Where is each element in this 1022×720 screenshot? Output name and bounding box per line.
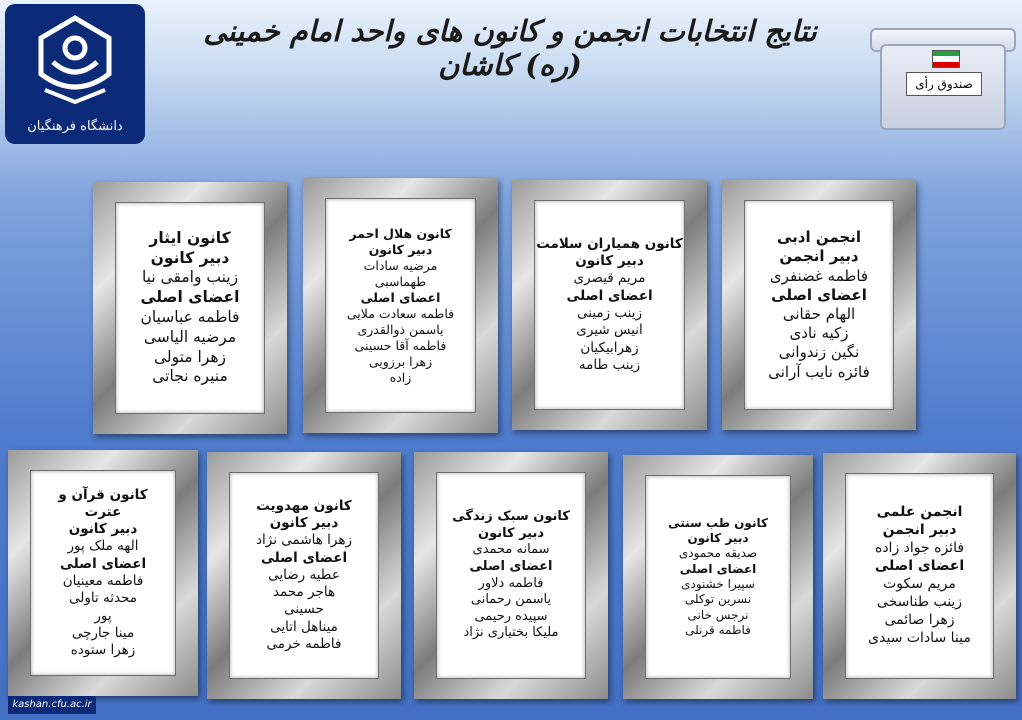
card-line: فاطمه آقا حسینی — [354, 337, 447, 353]
card-line: فاطمه سعادت ملایی — [346, 305, 455, 321]
card-line: زهرا برزویی — [368, 353, 433, 369]
card-line: نسرین توکلی — [684, 592, 752, 607]
iran-flag-icon — [932, 50, 960, 68]
card-line: الهام حقانی — [782, 305, 856, 323]
card-quran-club — [8, 450, 198, 696]
card-line: یاسمن رحمانی — [470, 592, 552, 608]
card-line: دبیر کانون — [68, 521, 138, 538]
card-line: اعضای اصلی — [566, 287, 653, 304]
card-line: زینب طناسخی — [876, 593, 963, 610]
card-line: عطیه رضایی — [268, 566, 340, 583]
card-traditional-medicine-club — [623, 455, 813, 699]
card-title: کانون همیاران سلامت — [536, 235, 683, 252]
card-line: دبیر کانون — [687, 530, 749, 545]
card-title: کانون سبک زندگی — [452, 509, 570, 524]
card-line: الهه ملک پور — [67, 538, 139, 555]
card-line: زکیه نادی — [789, 324, 849, 343]
card-line: مرضیه سادات — [363, 257, 438, 273]
card-line: مینا سادات سیدی — [868, 629, 971, 646]
card-line: دبیر انجمن — [882, 522, 957, 539]
card-line: سمانه محمدی — [472, 542, 550, 558]
card-title: کانون هلال احمر — [349, 225, 452, 241]
card-line: دبیر کانون — [368, 241, 433, 257]
card-line: فائزه نایب آرانی — [768, 362, 870, 381]
card-line: زاده — [389, 369, 412, 385]
card-line: انیس شیری — [576, 322, 643, 339]
card-line: فاطمه دلاور — [478, 575, 544, 591]
card-line: اعضای اصلی — [874, 558, 965, 575]
ballot-box-icon — [866, 20, 1016, 130]
card-line: زهرا صائمی — [884, 611, 955, 628]
card-line: محدثه تاولی — [68, 590, 138, 607]
card-line: زهرا ستوده — [70, 642, 136, 659]
card-line: یاسمن ذوالقدری — [357, 321, 444, 337]
card-mahdaviat-club — [207, 452, 401, 699]
card-line: نگین زندوانی — [778, 343, 860, 362]
card-line: فاطمه خرمی — [266, 635, 342, 652]
card-line: مریم قیصری — [573, 270, 646, 287]
card-line: منیره نجاتی — [152, 367, 228, 386]
card-line: مرضیه الیاسی — [143, 327, 237, 346]
card-title: کانون قرآن و — [58, 486, 148, 503]
card-lifestyle-club — [414, 452, 608, 699]
card-line: زهرا هاشمی نژاد — [256, 532, 352, 549]
card-line: حسینی — [284, 601, 324, 618]
card-line: زهرابیکیان — [580, 339, 639, 356]
card-line: اعضای اصلی — [59, 555, 147, 572]
card-line: دبیر کانون — [575, 253, 644, 270]
logo-text: دانشگاه فرهنگیان — [27, 119, 123, 134]
card-line: میناهل اتایی — [270, 618, 338, 635]
page-title: نتایج انتخابات انجمن و کانون های واحد امام خمینی (ره) کاشان — [203, 14, 817, 82]
card-line: زینب وامقی نیا — [141, 268, 239, 287]
university-logo — [5, 4, 145, 144]
card-line: دبیر کانون — [269, 515, 339, 532]
card-line: زهرا متولی — [153, 347, 227, 366]
card-title: انجمن علمی — [876, 504, 963, 521]
card-line: زینب زمینی — [576, 305, 643, 321]
card-line: مینا جارچی — [71, 624, 135, 641]
card-title: انجمن ادبی — [777, 228, 862, 247]
card-science-society — [823, 453, 1016, 699]
card-line: ملیکا بختیاری نژاد — [463, 625, 559, 641]
card-line: پور — [94, 607, 112, 624]
card-line: اعضای اصلی — [260, 549, 348, 566]
card-line: نرجس خانی — [687, 607, 749, 622]
card-title: عترت — [84, 503, 122, 520]
card-line: اعضای اصلی — [679, 561, 757, 576]
card-line: سپیده رحیمی — [474, 608, 548, 624]
card-line: هاجر محمد — [272, 584, 336, 601]
card-line: دبیر انجمن — [779, 247, 859, 266]
card-line: زینب طامه — [578, 356, 641, 373]
card-line: فاطمه قرنلی — [685, 623, 751, 638]
card-line: دبیر کانون — [150, 248, 230, 267]
card-line: سپیرا خشنودی — [681, 577, 755, 591]
card-line: اعضای اصلی — [771, 285, 867, 304]
card-line: اعضای اصلی — [469, 558, 553, 574]
card-line: اعضای اصلی — [360, 289, 441, 305]
card-line: اعضای اصلی — [140, 288, 240, 307]
card-line: مریم سکوت — [883, 576, 956, 592]
card-line: فاطمه معینیان — [62, 573, 144, 589]
card-title: کانون مهدویت — [256, 497, 352, 514]
card-literary-society — [722, 180, 916, 430]
site-url-label: kashan.cfu.ac.ir — [8, 696, 96, 714]
logo-emblem-icon — [5, 4, 145, 114]
card-line: فائزه جواد زاده — [874, 540, 965, 557]
card-title: کانون طب سنتی — [668, 515, 768, 530]
card-red-crescent-club — [303, 178, 498, 433]
card-line: فاطمه غضنفری — [769, 266, 869, 285]
card-line: دبیر کانون — [477, 525, 545, 541]
card-isar-club — [93, 182, 287, 434]
card-line: طهماسبی — [374, 273, 427, 289]
card-line: صدیقه محمودی — [678, 546, 758, 561]
card-health-club — [512, 180, 707, 430]
card-title: کانون ایثار — [149, 228, 231, 247]
card-line: فاطمه عباسیان — [140, 308, 240, 326]
ballot-label: صندوق رأی — [906, 72, 982, 96]
